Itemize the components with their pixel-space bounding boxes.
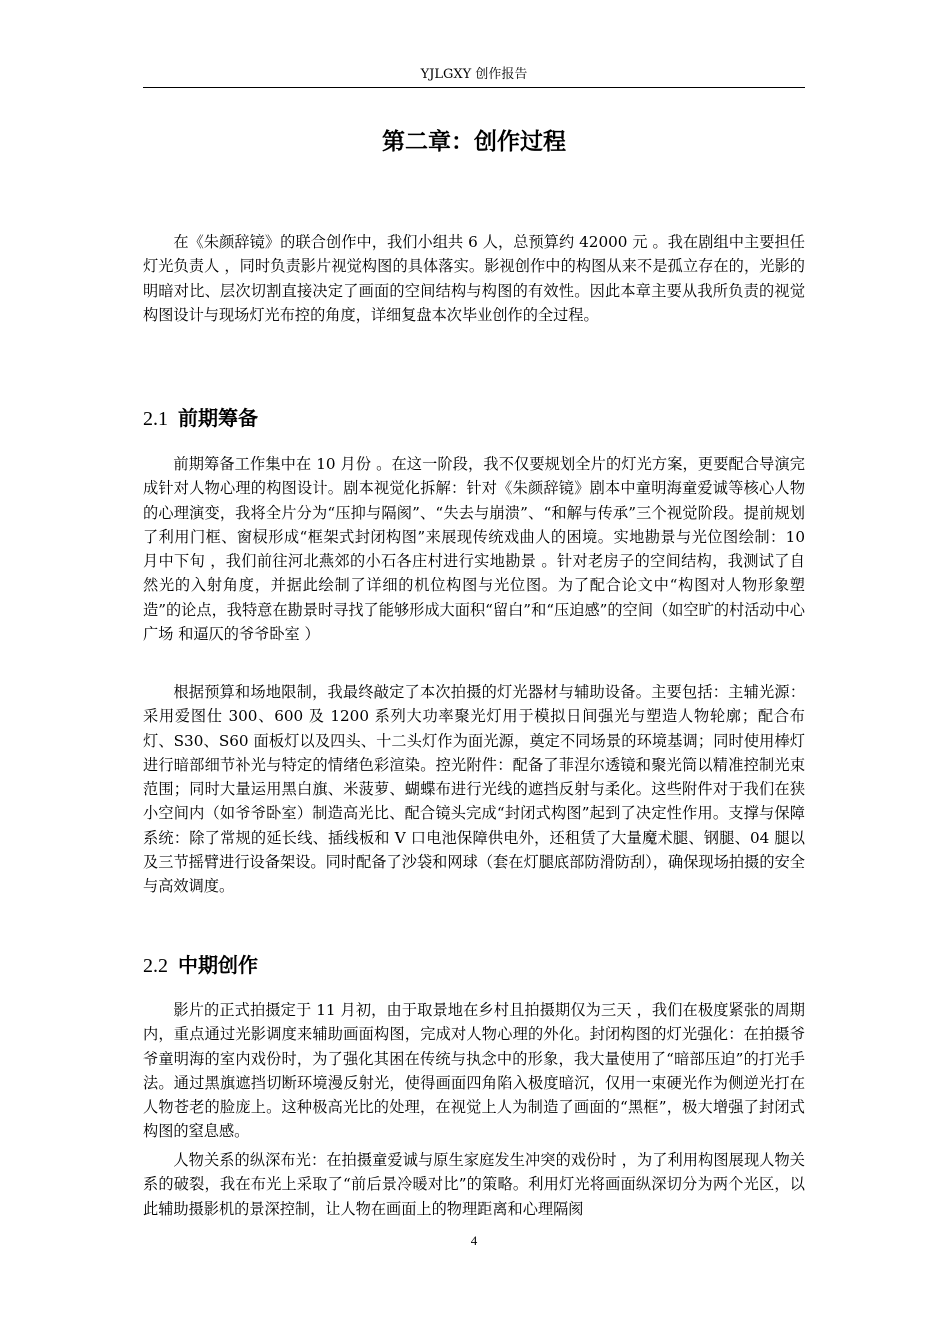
page-number: 4 bbox=[470, 1233, 478, 1248]
page-header: YJLGXY 创作报告 bbox=[420, 67, 528, 82]
section-heading-2-2 bbox=[143, 951, 805, 980]
intro-paragraph: 在《朱颜辞镜》的联合创作中，我们小组共 6 人，总预算约 42000 元 。我在剧组中主要担任灯光负责人 ，同时负责影片视觉构图的具体落实。影视创作中的构图从来不是孤立存在的，光影的明暗对比、层次切割直接决定了画面的空间结构与构图的有效性。因此本章主要从我所负责的视觉构图设计与现场灯光布控的角度，详细复盘本次毕业创作的全过程。 bbox=[143, 233, 805, 324]
section-number: 2.2 bbox=[143, 955, 168, 977]
section-heading-2-1 bbox=[143, 404, 805, 433]
body-paragraph: 根据预算和场地限制，我最终敲定了本次拍摄的灯光器材与辅助设备。主要包括：主辅光源：采用爱图仕 300、600 及 1200 系列大功率聚光灯用于模拟日间强光与塑造人物轮廓；配合布灯、S30、S60 面板灯以及四头、十二头灯作为面光源，奠定不同场景的环境基调；同时使用棒灯进行暗部细节补光与特定的情绪色彩渲染。控光附件：配备了菲涅尔透镜和聚光筒以精准控制光束范围；同时大量运用黑白旗、米菠萝、蝴蝶布进行光线的遮挡反射与柔化。这些附件对于我们在狭小空间内（如爷爷卧室）制造高光比、配合镜头完成“封闭式构图”起到了决定性作用。支撑与保障系统：除了常规的延长线、插线板和 V 口电池保障供电外，还租赁了大量魔术腿、钢腿、04 腿以及三节摇臂进行设备架设。同时配备了沙袋和网球（套在灯腿底部防滑防刮），确保现场拍摄的安全与高效调度。 bbox=[143, 683, 805, 896]
body-paragraph: 影片的正式拍摄定于 11 月初，由于取景地在乡村且拍摄期仅为三天 ，我们在极度紧张的周期内，重点通过光影调度来辅助画面构图，完成对人物心理的外化。封闭构图的灯光强化：在拍摄爷爷童明海的室内戏份时，为了强化其困在传统与执念中的形象，我大量使用了“暗部压迫”的打光手法。通过黑旗遮挡切断环境漫反射光，使得画面四角陷入极度暗沉，仅用一束硬光作为侧逆光打在人物苍老的脸庞上。这种极高光比的处理，在视觉上人为制造了画面的“黑框”，极大增强了封闭式构图的窒息感。 bbox=[143, 1001, 805, 1141]
body-paragraph: 人物关系的纵深布光：在拍摄童爱诚与原生家庭发生冲突的戏份时 ，为了利用构图展现人物关系的破裂，我在布光上采取了“前后景冷暖对比”的策略。利用灯光将画面纵深切分为两个光区，以此辅助摄影机的景深控制，让人物在画面上的物理距离和心理隔阂 bbox=[143, 1151, 805, 1218]
section-title: 中期创作 bbox=[178, 953, 258, 977]
section-title: 前期筹备 bbox=[178, 406, 258, 430]
body-paragraph: 前期筹备工作集中在 10 月份 。在这一阶段，我不仅要规划全片的灯光方案，更要配合导演完成针对人物心理的构图设计。剧本视觉化拆解：针对《朱颜辞镜》剧本中童明海童爱诚等核心人物的心理演变，我将全片分为“压抑与隔阂”、“失去与崩溃”、“和解与传承”三个视觉阶段。提前规划了利用门框、窗棂形成“框架式封闭构图”来展现传统戏曲人的困境。实地勘景与光位图绘制：10 月中下旬 ，我们前往河北燕郊的小石各庄村进行实地勘景 。针对老房子的空间结构，我测试了自然光的入射角度，并据此绘制了详细的机位构图与光位图。为了配合论文中“构图对人物形象塑造”的论点，我特意在勘景时寻找了能够形成大面积“留白”和“压迫感”的空间（如空旷的村活动中心广场 和逼仄的爷爷卧室 ） bbox=[143, 455, 805, 644]
header-rule bbox=[143, 87, 805, 88]
section-number: 2.1 bbox=[143, 408, 168, 430]
chapter-title: 第二章：创作过程 bbox=[382, 129, 566, 155]
